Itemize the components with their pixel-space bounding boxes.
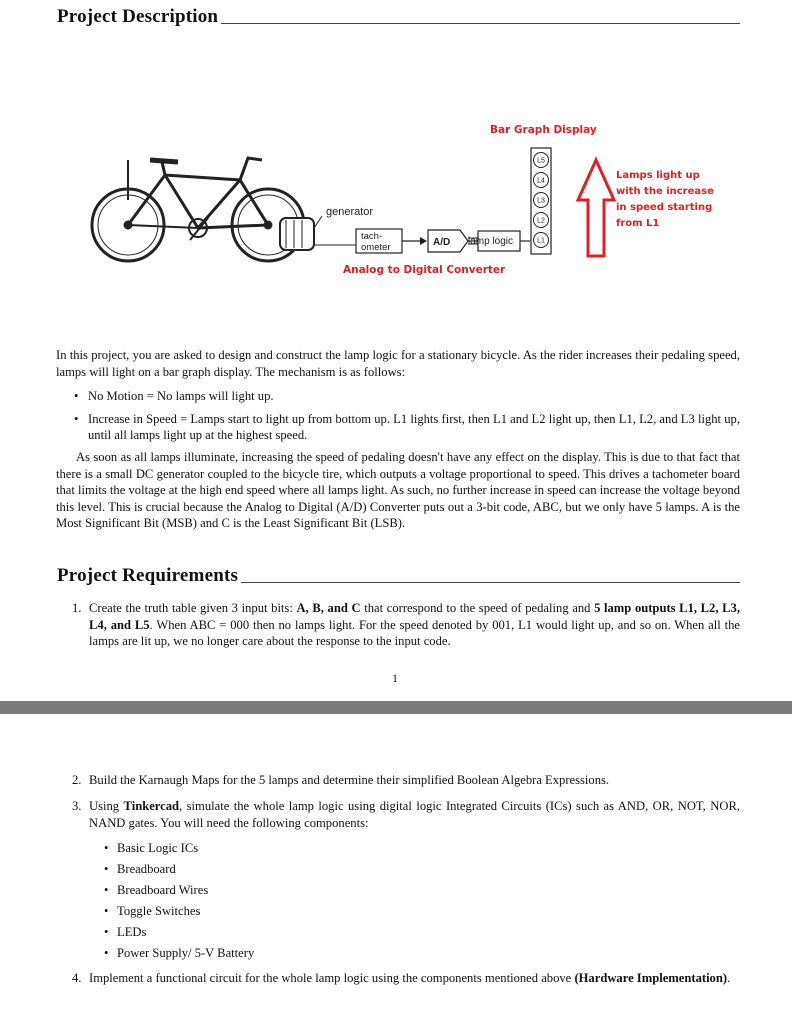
lamp-l1-label: L1 (537, 237, 545, 245)
components-list (104, 838, 254, 964)
mechanism-list (74, 388, 740, 450)
page-2 (0, 714, 792, 1024)
list-item: • Increase in Speed = Lamps start to light up from bottom up. L1 lights first, then L1 and L2 light up, then L1, L2, and L3 light up, until all lamps light up at the highest speed. (74, 411, 740, 442)
tachometer-label-line1: tach- (361, 231, 383, 242)
page-number: 1 (392, 671, 398, 685)
lamp-l2-label: L2 (537, 217, 545, 225)
mechanism-paragraph: As soon as all lamps illuminate, increasing the speed of pedaling doesn't have any effect on the display. This is due to that fact that there is a small DC generator coupled to the bicycle tire, which outputs a voltage proportional to speed. This drives a tachometer board that limits the voltage at the high end speed where all lamps light. As such, no further increase in speed can increase the voltage beyond this level. This is crucial because the Analog to Digital (A/D) Converter puts out a 3-bit code, ABC, but we only have 5 lamps. A is the Most Significant Bit (MSB) and C is the Least Significant Bit (LSB). (56, 450, 740, 530)
bicycle-illustration (92, 158, 314, 261)
svg-text:in speed starting: in speed starting (616, 202, 713, 213)
requirement-3: 3. Using Tinkercad, simulate the whole lamp logic using digital logic Integrated Circuits (ICs) such as AND, OR, NOT, NOR, NAND gates. You will need the following components: (72, 799, 740, 830)
lamp-l3-label: L3 (537, 197, 545, 205)
svg-text:from L1: from L1 (616, 218, 660, 229)
list-item: • Power Supply/ 5-V Battery (104, 946, 255, 960)
list-item: • Toggle Switches (104, 904, 201, 918)
section-heading-project-requirements: Project Requirements (57, 565, 740, 587)
adc-caption: Analog to Digital Converter (343, 264, 506, 276)
tachometer-label-line2: ometer (361, 242, 391, 253)
lamp-l5-label: L5 (537, 157, 545, 165)
lamp-l4-label: L4 (537, 177, 545, 185)
list-item: • Breadboard (104, 862, 176, 876)
requirement-2: 2. Build the Karnaugh Maps for the 5 lamps and determine their simplified Boolean Algebra Expressions. (72, 773, 610, 787)
svg-text:with the increase: with the increase (616, 186, 714, 197)
list-item: • LEDs (104, 925, 147, 939)
requirement-4: 4. Implement a functional circuit for the whole lamp logic using the components mentioned above (Hardware Implementation). (72, 971, 731, 985)
svg-text:Lamps light up: Lamps light up (616, 170, 700, 181)
section-heading-project-description: Project Description (57, 6, 740, 28)
list-item: • Breadboard Wires (104, 883, 209, 897)
page-separator (0, 701, 792, 714)
intro-paragraph: In this project, you are asked to design and construct the lamp logic for a stationary bicycle. As the rider increases their pedaling speed, lamps will light on a bar graph display. The mechanism is as follows: (56, 348, 740, 379)
list-item: • Basic Logic ICs (104, 841, 199, 855)
increase-arrow-icon (578, 160, 614, 256)
lamp-logic-label: lamp logic (468, 236, 514, 247)
lamps-note (616, 170, 714, 229)
bicycle-lamp-diagram (90, 100, 750, 300)
requirement-1: 1. Create the truth table given 3 input bits: A, B, and C that correspond to the speed of pedaling and 5 lamp outputs L1, L2, L3, L4, and L5. When ABC = 000 then no lamps light. For the speed denoted by 001, L1 would light up, and so on. When all the lamps are lit up, we no longer care about the response to the input code. (72, 601, 740, 648)
generator-label: generator (326, 206, 374, 218)
ad-label: A/D (433, 237, 451, 248)
bar-graph-title: Bar Graph Display (490, 124, 597, 136)
list-item: • No Motion = No lamps will light up. (74, 389, 274, 403)
